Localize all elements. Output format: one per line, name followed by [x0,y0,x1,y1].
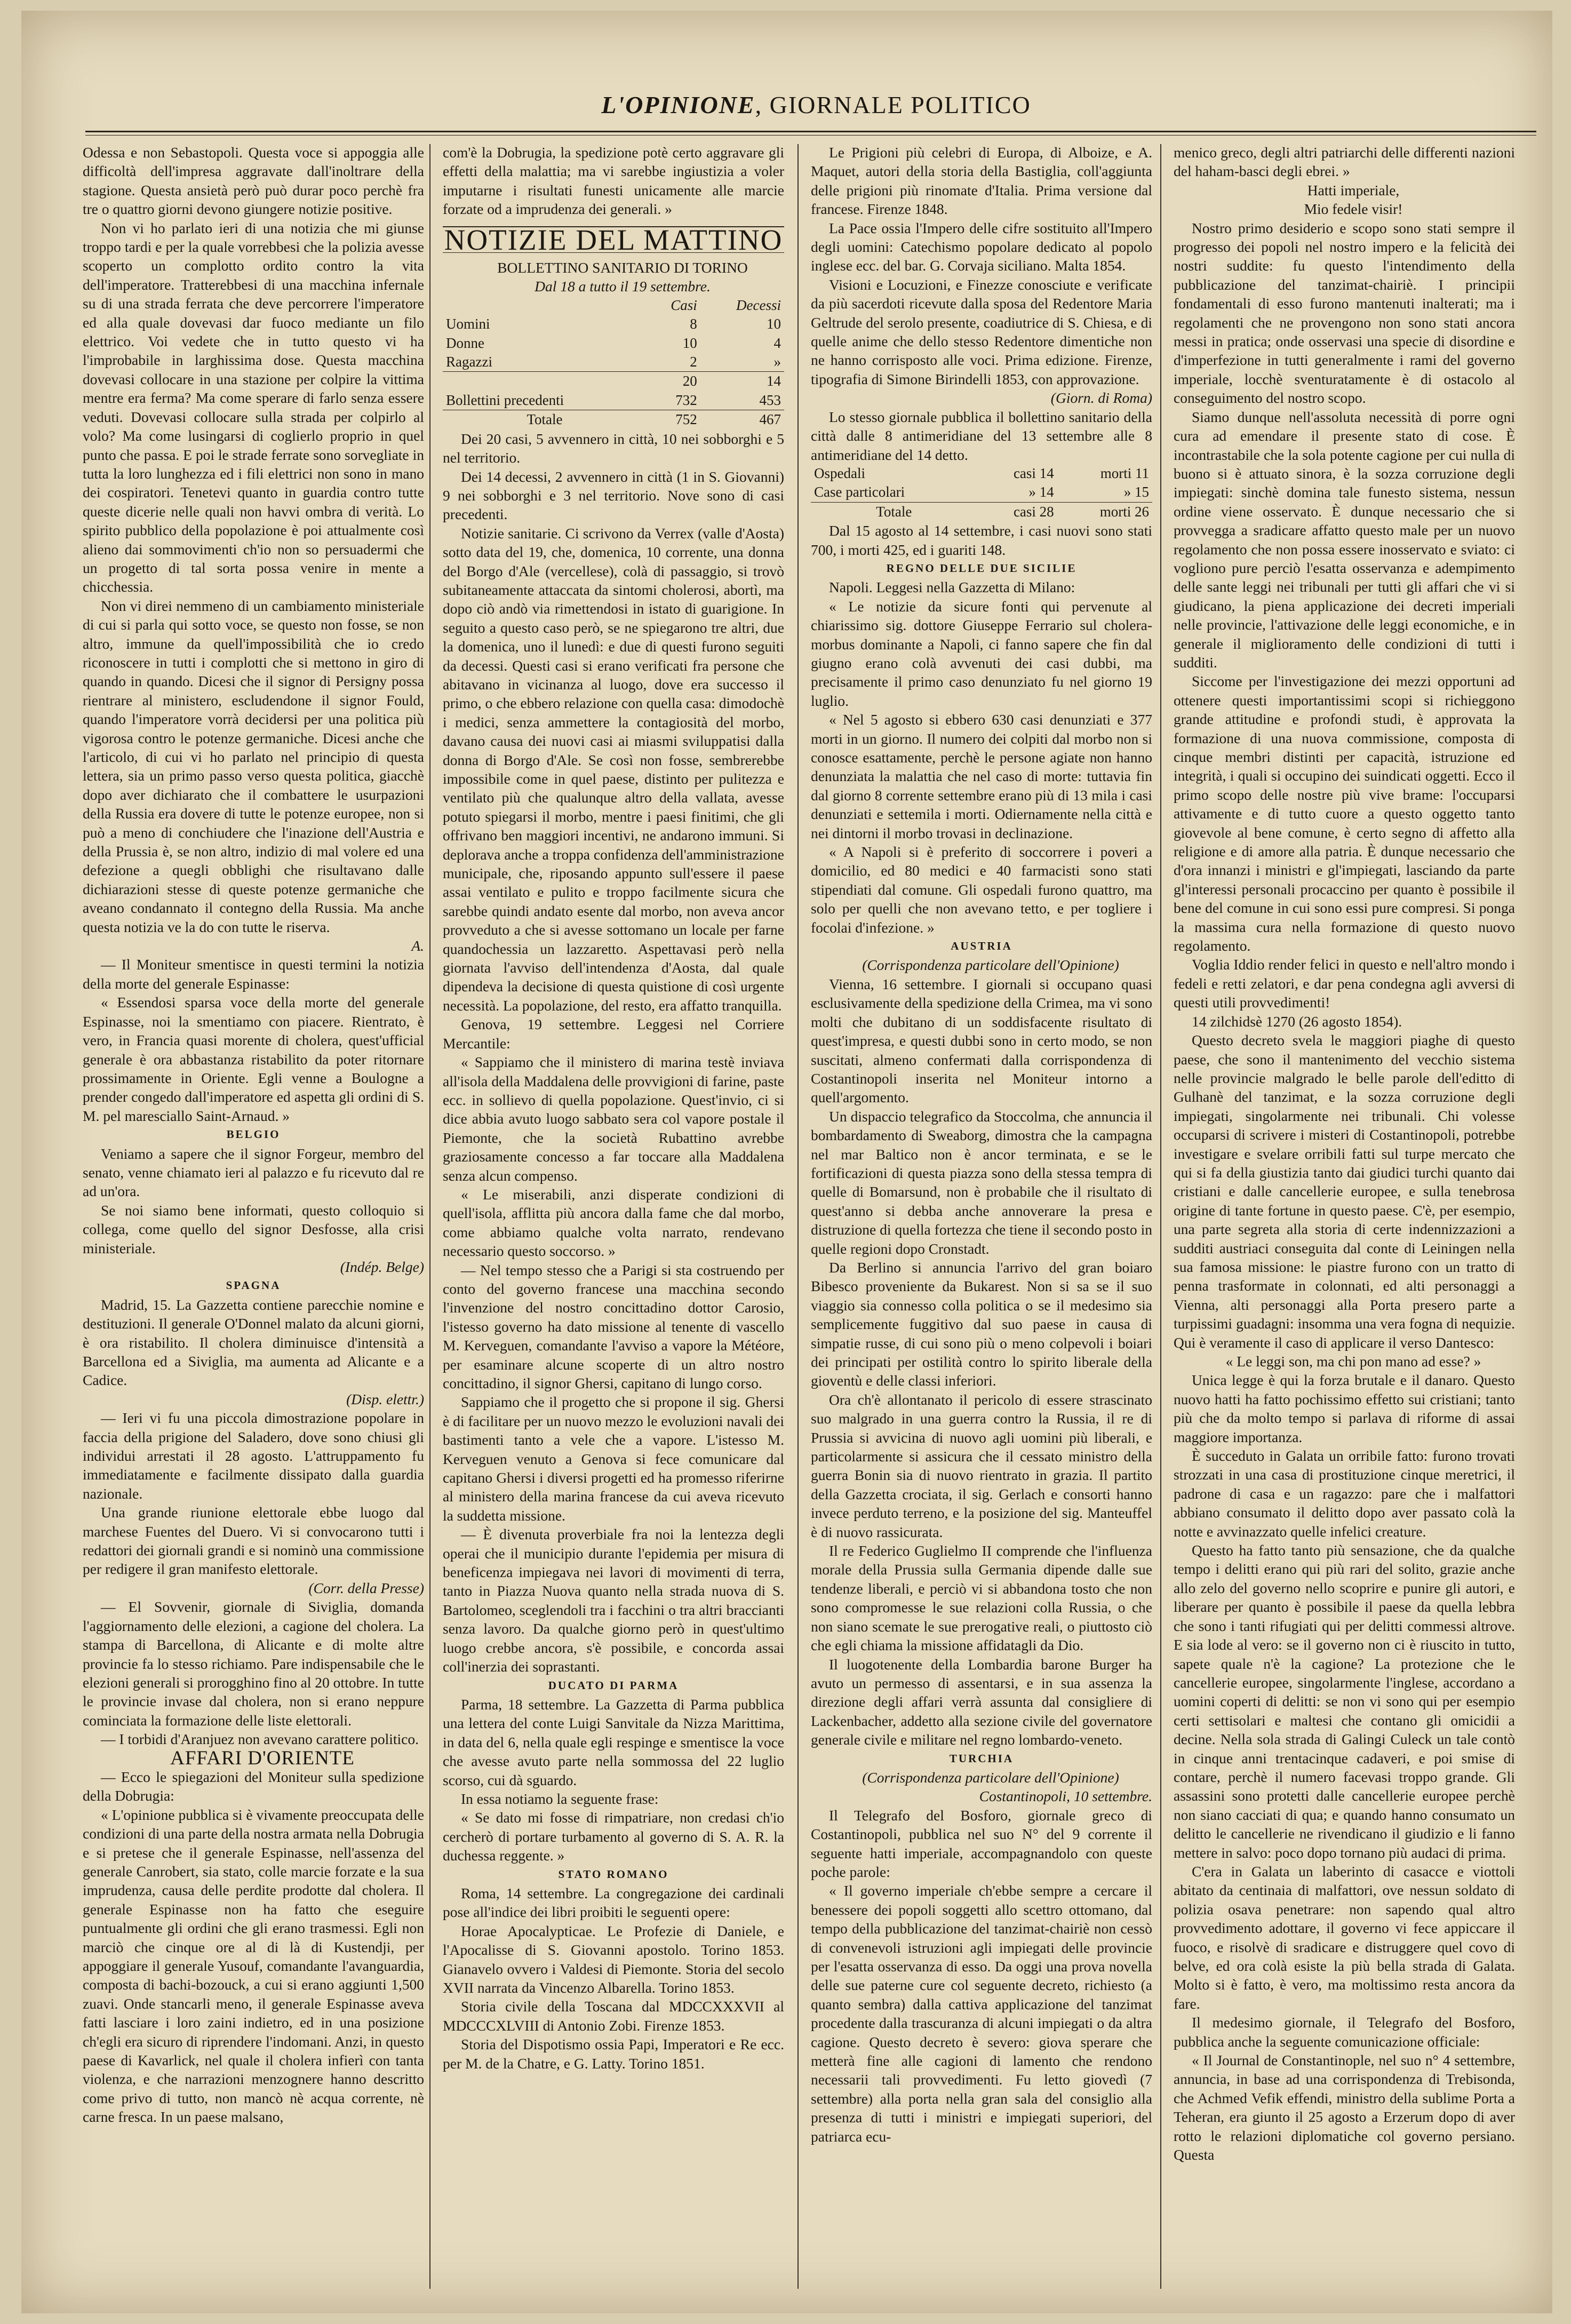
article-paragraph: Ora ch'è allontanato il pericolo di essere strascinato suo malgrado in una guerra contro la Russia, il re di Prussia si avvicina di nuovo agli uomini più liberali, e particolarmente si assicura che il cessato ministro della guerra Bonin sia di nuovo rientrato in grazia. Il partito della Gazzetta crociata, il sig. Gerlach e consorti hanno invece perduto terreno, e la posizione del sig. Manteuffel è di nuovo rassicurata. [811,1391,1152,1540]
signature: A. [411,937,424,954]
section-heading: BELGIO [226,1128,281,1141]
article-paragraph: « Se dato mi fosse di rimpatriare, non credasi ch'io cercherò di portare turbamento al governo di S. A. R. la duchessa reggente. » [443,1809,784,1864]
article-paragraph: — Ieri vi fu una piccola dimostrazione popolare in faccia della prigione del Saladero, dove sono chiusi gli individui arrestati il 28 agosto. L'attruppamento fu immediatamente e facilmente dissipato dalla guardia nazionale. [83,1410,424,1502]
rome-stats-table [811,464,1152,521]
article-paragraph: « Le notizie da sicure fonti qui pervenute al chiarissimo sig. dottore Giuseppe Ferrario sul cholera-morbus dominante a Napoli, ci fanno sapere che fin dal giugno erano colà avvenuti dei casi dubbi, ma precisamente il primo caso denunziato fu nel giorno 19 luglio. [811,598,1152,709]
article-paragraph: — Il Moniteur smentisce in questi termini la notizia della morte del generale Espinasse: [83,956,424,992]
correspondence-label: (Corrispondenza particolare dell'Opinione) [862,957,1119,974]
table-cell: 2 [690,354,697,370]
table-cell: 14 [700,372,784,391]
article-paragraph: Siccome per l'investigazione dei mezzi opportuni ad ottenere questi importantissimi scopi si richieggono grande attitudine e profondi studi, è approvata la formazione di una nuova commissione, composta di cinque membri distinti per capacità, istruzione ed integrità, i quali si occupino dei suindicati oggetti. Ecco il primo scopo delle nostre più vive brame: l'occuparsi attivamente e di tutto cuore a questo oggetto tanto giovevole al bene comune, è certo segno di affetto alla religione e di amore alla patria. È dunque necessario che d'ora innanzi i ministri e gl'impiegati, lasciando da parte gl'interessi personali procaccino per quanto è possibile il bene del comune in cui sono essi pure compresi. Si ponga la massima cura nella formazione di questo nuovo regolamento. [1174,673,1515,954]
section-heading: TURCHIA [949,1752,1014,1765]
article-paragraph: Odessa e non Sebastopoli. Questa voce si appoggia alle difficoltà dell'impresa aggravate dall'inoltrare della stagione. Questa ansietà però può durar poco perchè fra tre o quattro giorni devono giungere notizie positive. [83,144,424,218]
notizie-heading: NOTIZIE DEL MATTINO [443,226,784,253]
article-paragraph: « L'opinione pubblica si è vivamente preoccupata delle condizioni di una parte della nostra armata nella Dobrugia e si pretese che il generale Espinasse, nell'assenza del generale Canrobert, sia stato, colle marcie forzate e la sua imprudenza, causa delle perdite prodotte dal cholera. Il generale Espinasse non ha fatto che eseguire puntualmente gli ordini che gli erano trasmessi. Egli non marciò che cinque ore al di là di Kustendji, per appoggiare il generale Yusouf, comandante l'avanguardia, composta di bachi-bozouck, a cui si erano aggiunti 1,500 zuavi. Onde stancarli meno, il generale Espinasse aveva fatti lasciare i loro zaini indietro, ed in una posizione ch'egli era sicuro di riprendere l'indomani. Anzi, in questo paese di Kavarlick, nel quale il cholera infierì con tanta violenza, e che narrazioni menzognere hanno descritto come privo di tutto, non mancò nè acqua corrente, nè carne fresca. In un paese malsano, [83,1806,424,2126]
dateline: Costantinopoli, 10 settembre. [979,1788,1152,1805]
health-stats-table [443,296,784,429]
table-cell: Ragazzi [446,354,492,370]
source-credit: (Giorn. di Roma) [1050,389,1152,407]
article-paragraph: Il luogotenente della Lombardia barone Burger ha avuto un permesso di assentarsi, e in sua assenza la direzione degli affari verrà assunta dal consigliere di Lackenbacher, addetto alla sezione civile del governatore generale civile e militare nel regno lombardo-veneto. [811,1656,1152,1748]
table-cell: Ospedali [814,465,865,481]
article-paragraph: Da Berlino si annuncia l'arrivo del gran boiaro Bibesco proveniente da Bukarest. Non si sa se il suo viaggio sia connesso colla politica o se il medesimo sia semplicemente fuggitivo dal suo paese in causa di simpatie russe, di cui sono più o meno colpevoli i boiari dei principati per ostilità contro lo spirito liberale della gioventù e delle classi inferiori. [811,1259,1152,1389]
article-paragraph: « Sappiamo che il ministero di marina testè inviava all'isola della Maddalena delle provvigioni di farine, paste ecc. in sollievo di quella popolazione. Quest'invio, ci si dice abbia avuto luogo sabbato sera col vapore postale il Piemonte, che la società Rubattino avrebbe graziosamente concesso a far toccare alla Maddalena senza alcun compenso. [443,1054,784,1184]
table-cell: casi 28 [977,502,1057,521]
article-paragraph: « Essendosi sparsa voce della morte del generale Espinasse, noi la smentiamo con piacere. Rientrato, è vero, in Francia quasi morente di cholera, quest'ufficial generale è ora abbastanza ristabilito da poter ritornare prossimamente in Oriente. Egli venne a Boulogne a prender congedo dall'imperatore ed aspetta gli ordini di S. M. pel maresciallo Saint-Arnaud. » [83,994,424,1124]
masthead-rule [85,131,1536,136]
table-cell: 20 [647,372,700,391]
table-cell: casi 14 [1013,465,1054,481]
column-1 [83,143,424,2127]
article-paragraph: — Nel tempo stesso che a Parigi si sta costruendo per conto del governo francese una macchina secondo l'invenzione del nostro concittadino dottor Carosio, l'istesso governo ha dato missione al tenente di vascello M. Kerveguen, comandante l'avviso a vapore la Météore, per esaminare alcune scoperte di un altro nostro concittadino, il signor Ghersi, capitano di lungo corso. [443,1261,784,1391]
article-paragraph: — El Sovvenir, giornale di Siviglia, domanda l'aggiornamento delle elezioni, a cagione del cholera. La stampa di Barcellona, di Alicante e di molte altre provincie fa lo stesso richiamo. Pare indispensabile che le elezioni generali si prorogghino fino al 20 ottobre. In tutte le provincie invase dal cholera, non si erano neppure cominciata la formazione delle liste elettorali. [83,1598,424,1729]
table-cell [443,296,647,315]
article-paragraph: Voglia Iddio render felici in questo e nell'altro mondo i fedeli e retti zelatori, e dar pena condegna agli avversi di questi utili provvedimenti! [1174,956,1515,1011]
article-paragraph: Nostro primo desiderio e scopo sono stati sempre il progresso dei popoli nel nostro impero e la felicità dei nostri suddite: fu questo l'intendimento della pubblicazione del tanzimat-chairiè. I principii fondamentali di esso furono mantenuti inalterati; ma i regolamenti che ne provengono non sono stati ancora messi in pratica; onde osservasi una specie di disordine e d'imperfezione in tutti generalmente i rami del governo imperiale, locchè sventuratamente è di ostacolo al conseguimento del nostro scopo. [1174,219,1515,407]
table-row [443,372,784,391]
article-paragraph: Un dispaccio telegrafico da Stoccolma, che annuncia il bombardamento di Sweaborg, dimostra che la campagna nel mar Baltico non è ancor terminata, e se le fortificazioni di questa piazza sono della stessa tempra di quelle di Bomarsund, non è probabile che il risultato di quest'anno si debba anche annoverare la presa e distruzione di quella fortezza che tiene il secondo posto in quelle regioni dopo Cronstadt. [811,1108,1152,1257]
article-paragraph: Dei 14 decessi, 2 avvennero in città (1 in S. Giovanni) 9 nei sobborghi e 3 nel territorio. Nove sono di casi precedenti. [443,468,784,523]
column-2 [443,143,784,2073]
table-cell: Uomini [446,316,490,332]
article-paragraph: « Le miserabili, anzi disperate condizioni di quell'isola, afflitta più ancora dalla fame che dal morbo, come abbiamo qualche volta narrato, rendevano necessario questo soccorso. » [443,1185,784,1260]
decree-date: 14 zilchidsè 1270 (26 agosto 1854). [1192,1013,1402,1030]
table-cell: Donne [446,335,484,351]
article-paragraph: Storia civile della Toscana dal MDCCXXXVII al MDCCCXLVIII di Antonio Zobi. Firenze 1853. [443,1998,784,2034]
masthead-subtitle: GIORNALE POLITICO [769,91,1031,118]
column-divider [798,144,799,2289]
source-credit: (Disp. elettr.) [346,1390,424,1407]
article-paragraph: Genova, 19 settembre. Leggesi nel Corriere Mercantile: [443,1016,784,1052]
table-cell: 752 [647,410,700,429]
source-credit: (Indép. Belge) [340,1258,424,1275]
article-paragraph: — Ecco le spiegazioni del Moniteur sulla spedizione della Dobrugia: [83,1768,424,1804]
table-row [443,410,784,429]
article-paragraph: Visioni e Locuzioni, e Finezze conosciute e verificate da più sacerdoti ricevute dalla sposa del Redentore Maria Geltrude del serolo presente, coadiutrice di S. Chiesa, e di quelle anime che dello stesso Redentore dimentiche non ne hanno corrisposto alle voci. Prima edizione. Firenze, tipografia di Simone Birindelli 1853, con approvazione. [811,276,1152,387]
masthead: L'OPINIONE, GIORNALE POLITICO [601,91,1031,118]
table-header-row [443,296,784,315]
section-heading: SPAGNA [226,1279,281,1292]
article-paragraph: Siamo dunque nell'assoluta necessità di porre ogni cura ad emendare il presente stato di cose. È incontrastabile che la sola potente cagione per cui nulla di buono si è attuato sinora, è la sozza corruzione degli impiegati: sinchè domina tale funesto sistema, nessun ordine viene osservato. È dunque necessario che si provvegga a sradicare affatto questo male per un nuovo regolamento che non possa essere inosservato e sviato: ci vogliono pure perciò l'esatta osservanza e adempimento delle sante leggi nei tribunali per tutti gli affari che vi si giudicano, la piena applicazione dei decreti imperiali nelle provincie, l'attivazione delle leggi economiche, e in generale il miglioramento delle condizioni di tutti i sudditi. [1174,408,1515,671]
article-paragraph: Dei 20 casi, 5 avvennero in città, 10 nei sobborghi e 5 nel territorio. [443,430,784,466]
article-paragraph: Il Telegrafo del Bosforo, giornale greco di Costantinopoli, pubblica nel suo N° del 9 corrente il seguente hatti imperiale, accompagnandolo con queste poche parole: [811,1806,1152,1880]
table-row [443,391,784,410]
table-cell: 732 [675,392,697,408]
article-paragraph: — È divenuta proverbiale fra noi la lentezza degli operai che il municipio durante l'epidemia per misura di beneficenza impiegava nei lavori di movimenti di terra, tanto in Piazza Nuova quanto nella strada nuova di S. Bartolomeo, sceglendoli tra i facchini o tra altri braccianti senza lavoro. Da qualche giorno però in quest'ultimo luogo crebbe ancora, s'è possibile, e concorda assai coll'inerzia dei soprastanti. [443,1526,784,1675]
bulletin-title: BOLLETTINO SANITARIO DI TORINO [497,259,748,276]
article-paragraph: — I torbidi d'Aranjuez non avevano carattere politico. [101,1731,419,1748]
decree-salutation: Mio fedele visir! [1304,201,1403,218]
table-cell: Totale [443,410,647,429]
newspaper-page [21,11,1552,2313]
table-cell: 467 [700,410,784,429]
source-credit: (Corr. della Presse) [308,1579,424,1596]
article-paragraph: Le Prigioni più celebri di Europa, di Alboize, e A. Maquet, autori della storia della Bastiglia, coll'aggiunta delle prigioni più rinomate d'Italia. Prima versione dal francese. Firenze 1848. [811,144,1152,218]
section-heading: AFFARI D'ORIENTE [170,1747,355,1769]
table-row [811,464,1152,483]
article-paragraph: Non vi ho parlato ieri di una notizia che mi giunse troppo tardi e per la quale vorrebbesi che la polizia avesse scoperto un complotto ordito contro la vita dell'imperatore. Tratterebbesi di una macchina infernale su di una strada ferrata che deve percorrere l'imperatore ed alla quale dovevasi dar fuoco mediante un filo elettrico. Voi vedete che in tutto questo vi ha l'improbabile in larghissima dose. Questa macchina dovevasi collocare in una stazione per colpire la vittima mentre era ferma? Ma come sperare di farlo senza essere veduti. Dovevasi collocare sulla strada per colpirlo al volo? Ma come lusingarsi di coglierlo proprio in quel punto che passa. E poi le strade ferrate sono sorvegliate in tutta la loro lunghezza ed i fili elettrici non sono in mano dei cospiratori. Tenetevi quanto in guardia contro tutte queste dicerie nelle quali non havvi ombra di verità. Lo spirito pubblico della popolazione è poi attualmente così alieno dai sommovimenti ch'io non so persuadermi che un progetto di tal sorta possa venire in mente a chicchessia. [83,219,424,595]
section-heading: STATO ROMANO [558,1867,669,1881]
column-4 [1174,143,1515,2164]
table-cell: Bollettini precedenti [446,392,564,408]
article-paragraph: Se noi siamo bene informati, questo colloquio si collega, come quello del signor Desfosse, alla crisi ministeriale. [83,1201,424,1256]
article-paragraph: La Pace ossia l'Impero delle cifre sostituito all'Impero degli uomini: Catechismo popolare dedicato al popolo inglese ecc. del bar. G. Corvaja siciliano. Malta 1854. [811,219,1152,274]
article-paragraph: Storia del Dispotismo ossia Papi, Imperatori e Re ecc. per M. de la Chatre, e G. Latty. Torino 1851. [443,2036,784,2072]
article-paragraph: « A Napoli si è preferito di soccorrere i poveri a domicilio, ed 80 medici e 40 farmacisti sono stati stipendiati dal comune. Gli ospedali furono quattro, ma solo per quelli che non avevano tetto, e per togliere i focolai d'infezione. » [811,843,1152,936]
article-paragraph: Lo stesso giornale pubblica il bollettino sanitario della città dalle 8 antimeridiane del 13 settembre alle 8 antimeridiane del 14 detto. [811,408,1152,463]
article-paragraph: Madrid, 15. La Gazzetta contiene parecchie nomine e destituzioni. Il generale O'Donnel malato da alcuni giorni, è ora ristabilito. Il cholera diminuisce d'intensità a Barcellona ed a Siviglia, ma aumenta ad Alicante e a Cadice. [83,1296,424,1389]
column-divider [1160,144,1161,2289]
table-cell: Decessi [736,297,781,313]
column-3 [811,143,1152,2146]
masthead-brand: L'OPINIONE [601,91,755,118]
article-paragraph: In essa notiamo la seguente frase: [461,1790,659,1807]
table-row [811,502,1152,521]
section-heading: AUSTRIA [951,940,1012,953]
table-cell: morti 11 [1100,465,1149,481]
table-cell: 4 [773,335,781,351]
table-cell: » 15 [1123,484,1149,500]
table-row [811,483,1152,502]
section-heading: DUCATO DI PARMA [548,1678,679,1692]
article-paragraph: Notizie sanitarie. Ci scrivono da Verrex (valle d'Aosta) sotto data del 19, che, domenica, 10 corrente, una donna del Borgo d'Ale (vercellese), colà di passaggio, si trovò subitaneamente attaccata da sintomi cholerosi, abortì, ma dopo ciò andò via rimettendosi in istato di guarigione. In seguito a questo caso però, se ne spiegarono tre altri, due la domenica, uno il lunedì: e due di questi furono seguiti da decessi. Questi casi si erano verificati fra persone che abitavano in vicinanza al luogo, dove era successo il primo, o che ebbero relazione con quella casa: dimodochè i medici, senza ammettere la contagiosità del morbo, davano causa dei nuovi casi ai miasmi sviluppatisi dalla donna di Borgo d'Ale. Se così non fosse, sembrerebbe impossibile come in quel paese, distinto per pulitezza e ventilato più che qualunque altro della vallata, avesse potuto spiegarsi il morbo, mentre i paesi finitimi, che gli offrivano ben maggiori incentivi, ne andarono immuni. Si deplorava anche a troppa confidenza dell'amministrazione municipale, che, riposando appunto sull'essere il paese assai ventilato e pulito e troppo facilmente sicura che sarebbe quindi andato esente dal morbo, non aveva ancor provveduto a che si avesse sottomano un locale per farne quandochessia un lazzaretto. Aspettavasi però nella giornata l'avviso dell'intendenza d'Aosta, dal quale dipendeva la decisione di questa quistione di così urgente necessità. La popolazione, del resto, era affatto tranquilla. [443,524,784,1014]
article-paragraph: Il re Federico Guglielmo II comprende che l'influenza morale della Prussia sulla Germania dipende dalle sue tendenze liberali, e perciò vi si abbandona tosto che non sono compromesse le sue relazioni colla Russia, o che non siano scemate le sue prerogative reali, o piuttosto ciò che egli chiama la missione affidatagli da Dio. [811,1542,1152,1654]
table-cell: Casi [671,297,697,313]
article-paragraph: C'era in Galata un laberinto di casacce e viottoli abitato da centinaia di malfattori, ove nessun soldato di polizia osava penetrare: non sapendo qual altro provvedimento adottare, il governo vi fece appiccare il fuoco, e risolvè di sradicare e distruggere quel covo di belve, ed ora colà esiste la più bella strada di Galata. Molto si è fatto, è vero, ma moltissimo resta ancora da fare. [1174,1863,1515,2012]
article-paragraph: menico greco, degli altri patriarchi delle differenti nazioni del haham-basci degli ebrei. » [1174,144,1515,180]
table-row [443,315,784,333]
article-paragraph: È succeduto in Galata un orribile fatto: furono trovati strozzati in una casa di prostituzione cinque meretrici, il padrone di casa e un ragazzo: pare che i malfattori abbiano consumato il delitto dopo aver passato colà la notte e avvinazzato quelle infelici creature. [1174,1447,1515,1540]
article-paragraph: Il medesimo giornale, il Telegrafo del Bosforo, pubblica anche la seguente comunicazione officiale: [1174,2014,1515,2050]
article-paragraph: Veniamo a sapere che il signor Forgeur, membro del senato, venne chiamato ieri al palazzo e fu ricevuto dal re ad un'ora. [83,1145,424,1200]
article-paragraph: Sappiamo che il progetto che si propone il sig. Ghersi è di facilitare per un nuovo mezzo le evoluzioni navali dei bastimenti tanto a vele che a vapore. L'istesso M. Kerveguen venuto a Genova si fece comunicare dal capitano Ghersi i diversi progetti ed ha promesso riferirne al ministero della marina francese da cui aveva ricevuto la suddetta missione. [443,1394,784,1524]
table-cell: Case particolari [814,484,905,500]
table-cell: 10 [767,316,781,332]
table-row [443,353,784,372]
article-paragraph: com'è la Dobrugia, la spedizione potè certo aggravare gli effetti della malattia; ma vi sarebbe ingiustizia a voler imputarne i risultati funesti unicamente alle marcie forzate od a imprudenza dei generali. » [443,144,784,218]
article-paragraph: Dal 15 agosto al 14 settembre, i casi nuovi sono stati 700, i morti 425, ed i guariti 148. [811,522,1152,558]
table-cell: morti 26 [1057,502,1152,521]
table-cell: 8 [690,316,697,332]
article-paragraph: Vienna, 16 settembre. I giornali si occupano quasi esclusivamente della spedizione della Crimea, ma vi sono molti che dubitano di un soddisfacente risultato di quest'impresa, e questi dubbi sono in certo modo, se non suscitati, almeno confermati dalla corrispondenza di Costantinopoli inserita nel Moniteur intorno a quell'argomento. [811,975,1152,1106]
table-cell: 10 [682,335,697,351]
bulletin-dates: Dal 18 a tutto il 19 settembre. [535,278,711,295]
article-paragraph: Parma, 18 settembre. La Gazzetta di Parma pubblica una lettera del conte Luigi Sanvitale da Nizza Marittima, in data del 6, nella quale egli respinge e smentisce la voce che avesse avuto parte nella sommossa del 22 luglio scorso, cui dà sguardo. [443,1696,784,1788]
table-cell: 453 [759,392,781,408]
table-cell: » 14 [1028,484,1054,500]
article-paragraph: « Il Journal de Constantinople, nel suo n° 4 settembre, annuncia, in base ad una corrispondenza di Trebisonda, che Achmed Vefik effendi, ministro della sublime Porta a Teheran, era giunto il 25 agosto a Erzerum dopo di aver rotto le relazioni diplomatiche col governo persiano. Questa [1174,2052,1515,2163]
article-paragraph: Questo ha fatto tanto più sensazione, che da qualche tempo i delitti erano qui più rari del solito, grazie anche allo zelo del governo nello scoprire e punire gli autori, e liberare per quanto è possibile il paese da quella lebbra che sono i tanti rifugiati qui per delitti commessi altrove. E sia lode al vero: se il governo non ci è riuscito in tutto, sapete quale n'è la cagione? La protezione che le cancellerie europee, singolarmente l'inglese, accordano a uomini coperti di delitti: se non vi sono qui per esempio certi settisolari e maltesi che contano gli omicidii a decine. Nella sola strada di Galingi Culeck un tale contò in cinque anni trentacinque cadaveri, e poi smise di contare, perchè il numero facevasi troppo grande. Gli assassini sono protetti dalle cancellerie europee perchè non siano cacciati di qua; e quando hanno consumato un delitto le cancellerie ne rivendicano il giudizio e li fanno mettere in salvo: poco dopo tornano più audaci di prima. [1174,1542,1515,1861]
table-cell: » [773,354,781,370]
article-paragraph: Questo decreto svela le maggiori piaghe di questo paese, che sono il mantenimento del vecchio sistema nelle provincie malgrado le belle parole dell'editto di Gulhanè del tanzimat, e la sozza corruzione degli impiegati, singolarmente nei tribunali. Chi volesse occuparsi di scrivere i misteri di Costantinopoli, potrebbe investigare e svelare orribili fatti sul turpe mercato che qui si fa della giustizia tanto dai giudici turchi quanto dai cristiani e dalle cancellerie europee, e sulla tenebrosa origine di tante fortune in questo paese. C'è, per esempio, una parte segreta alla storia di certe indennizzazioni a sudditi austriaci conseguita dal conte di Leiningen nella sua famosa missione: le piastre furono con un tratto di penna trasformate in colonnati, ed alti personaggi a Vienna, alti personaggi alla Porta presero parte a turpissimi guadagni: insomma una vera fogna di nequizie. Qui è veramente il caso di applicare il verso Dantesco: [1174,1032,1515,1351]
table-cell: Totale [811,502,977,521]
decree-title: Hatti imperiale, [1307,181,1400,198]
correspondence-label: (Corrispondenza particolare dell'Opinione) [862,1769,1119,1786]
article-paragraph: « Il governo imperiale ch'ebbe sempre a cercare il benessere dei popoli soggetti allo scettro ottomano, dal tempo della pubblicazione del tanzimat-chairiè non cessò di convenevoli istruzioni agli impiegati delle provincie per l'esatta osservanza di esso. Da oggi una prova novella delle sue paterne cure col seguente decreto, richiesto (a quanto sembra) dalla cattiva applicazione del tanzimat procedente dalla trascuranza di alcuni impiegati o da altra cagione. Questo decreto è severo: giova sperare che metterà fine alle cagioni di lamento che rendono necessarii tali provvedimenti. Fu letto giovedì (7 settembre) alla porta nella gran sala del consiglio alla presenza di tutti i ministri e impiegati superiori, del patriarca ecu- [811,1882,1152,2145]
dante-quote: « Le leggi son, ma chi pon mano ad esse? » [1225,1353,1481,1370]
article-paragraph: Una grande riunione elettorale ebbe luogo dal marchese Fuentes del Duero. Vi si convocarono tutti i redattori dei giornali grandi e si nominò una commissione per redigere il gran manifesto elettorale. [83,1504,424,1578]
article-paragraph: Unica legge è qui la forza brutale e il danaro. Questo nuovo hatti ha fatto pochissimo effetto sui cristiani; tanto più che da molto tempo si parlava di riforme di assai maggiore importanza. [1174,1372,1515,1445]
column-divider [429,144,430,2289]
table-row [443,334,784,353]
table-cell [443,372,647,391]
article-paragraph: Napoli. Leggesi nella Gazzetta di Milano: [829,579,1075,596]
article-paragraph: « Nel 5 agosto si ebbero 630 casi denunziati e 377 morti in un giorno. Il numero dei colpiti dal morbo non si conosce esattamente, perchè le persone agiate non hanno denunziata la malattia che nel caso di morte: tuttavia fin dal giorno 8 corrente settembre erano più di 13 mila i casi denunziati e settemila i morti. Odiernamente nella città e nei dintorni il morbo trovasi in declinazione. [811,711,1152,841]
section-heading: REGNO DELLE DUE SICILIE [886,561,1077,575]
article-paragraph: Horae Apocalypticae. Le Profezie di Daniele, e l'Apocalisse di S. Giovanni apostolo. Torino 1853. Gianavelo ovvero i Valdesi di Piemonte. Storia del secolo XVII narrata da Vincenzo Albarella. Torino 1853. [443,1922,784,1996]
article-paragraph: Non vi direi nemmeno di un cambiamento ministeriale di cui si parla qui sotto voce, se questo non fosse, se non altro, immune da quell'impossibilità che io credo riconoscere in tutti i complotti che si mettono in giro di quando in quando. Dicesi che il signor di Persigny possa rientrare al ministero, escludendone il signor Fould, quando l'imperatore vorrà decidersi per una politica più vigorosa contro le potenze germaniche. Dicesi anche che l'articolo, di cui vi ho parlato nel principio di questa lettera, sia un primo passo verso questa politica, giacchè dopo aver dichiarato che il combattere le usurpazioni della Russia era dovere di tutte le potenze europee, non si può a meno di conchiudere che l'inazione dell'Austria e della Prussia è, se non altro, indizio di mal volere ed una defezione a quegli obblighi che risultavano dalle dichiarazioni stesse di queste potenze germaniche che aveano condannato il contegno della Russia. Ma anche questa notizia ve la do con tutte le riserva. [83,597,424,935]
article-paragraph: Roma, 14 settembre. La congregazione dei cardinali pose all'indice dei libri proibiti le seguenti opere: [443,1884,784,1921]
